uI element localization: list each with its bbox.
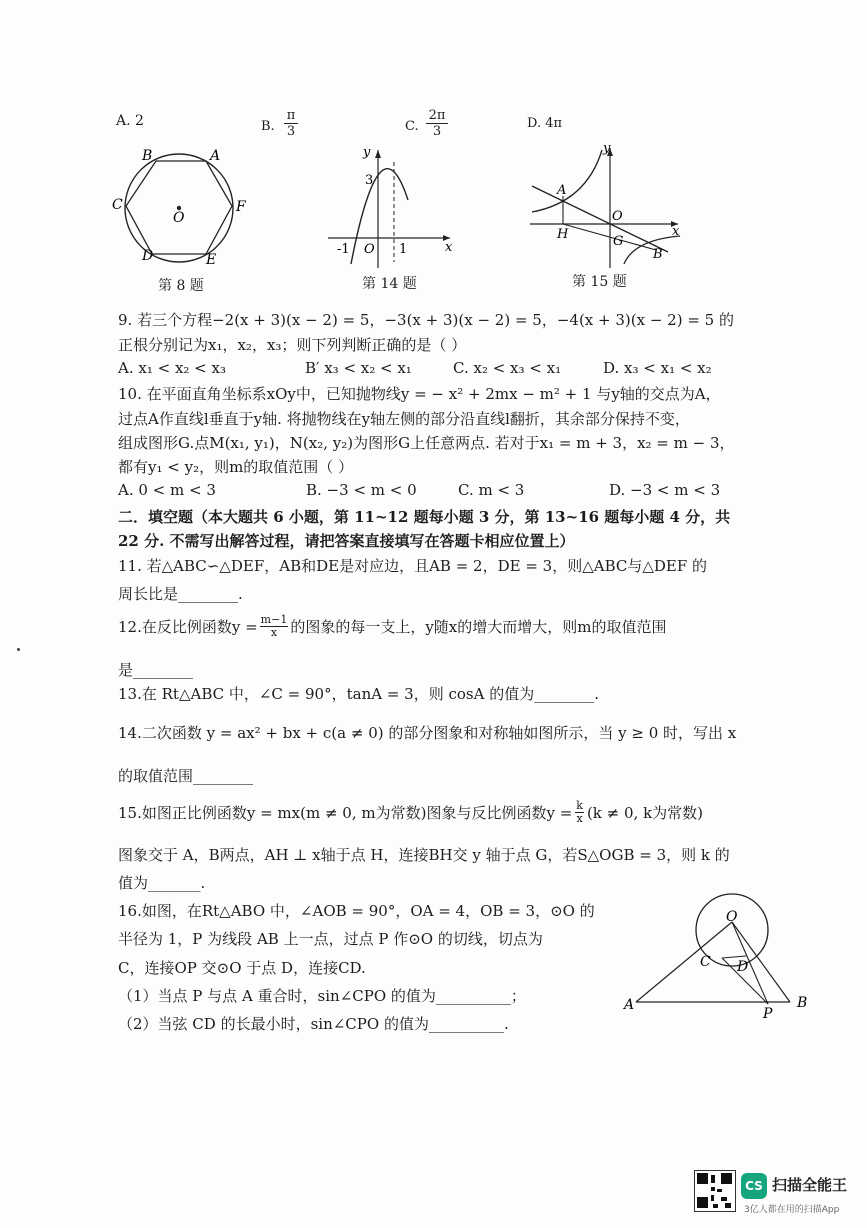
q12-line-1 <box>118 614 667 639</box>
q10-option-a: A. 0 < m < 3 <box>118 481 216 499</box>
label-origin: O <box>364 242 375 257</box>
section-2-heading-line-2: 22 分. 不需写出解答过程，请把答案直接填写在答题卡相应位置上） <box>118 532 575 550</box>
label-o: O <box>173 210 185 226</box>
q12-line-2: 是________ <box>118 661 194 679</box>
q10-option-c: C. m < 3 <box>458 481 525 499</box>
proportional-line <box>532 186 668 252</box>
section-2-heading-line-1: 二．填空题（本大题共 6 小题，第 11~12 题每小题 3 分，第 13~16 题每小题 4 分，共 <box>118 508 731 526</box>
y-axis-arrow <box>375 150 381 158</box>
label-neg-one: -1 <box>337 242 350 257</box>
q14-line-1: 14.二次函数 y = ax² + bx + c(a ≠ 0) 的部分图象和对称轴如图所示，当 y ≥ 0 时，写出 x <box>118 724 737 742</box>
segment-oa <box>636 922 732 1002</box>
label-b: B <box>797 995 808 1011</box>
figure-8-hexagon-circle <box>108 140 258 270</box>
q12-fraction <box>260 614 289 639</box>
option-c-numerator: 2π <box>426 108 448 124</box>
label-d: D <box>737 959 749 975</box>
figure-8-caption: 第 8 题 <box>158 278 204 294</box>
q9-option-d: D. x₃ < x₁ < x₂ <box>603 359 712 377</box>
q14-line-2: 的取值范围________ <box>118 767 254 785</box>
label-a: A <box>624 997 635 1013</box>
figure-15-caption: 第 15 题 <box>572 274 627 290</box>
option-b-denominator: 3 <box>286 124 296 139</box>
q12-fraction-denominator: x <box>270 626 278 639</box>
q13-line-1: 13.在 Rt△ABC 中，∠C = 90°，tanA = 3，则 cosA 的值为________. <box>118 685 599 703</box>
q10-line-2: 过点A作直线l垂直于y轴. 将抛物线在y轴左侧的部分沿直线l翻折，其余部分保持不变， <box>118 410 690 428</box>
figure-14-caption: 第 14 题 <box>362 276 417 292</box>
label-o: O <box>726 909 738 925</box>
scan-speck <box>17 648 20 651</box>
q12-fraction-numerator: m−1 <box>260 613 288 626</box>
q12-text-pre: 12.在反比例函数y = <box>118 618 258 636</box>
q9-option-c: C. x₂ < x₃ < x₁ <box>453 359 562 377</box>
q9-option-a: A. x₁ < x₂ < x₃ <box>118 359 226 377</box>
q10-line-4: 都有y₁ < y₂，则m的取值范围（ ） <box>118 458 354 476</box>
camscanner-logo: CS <box>741 1173 767 1199</box>
option-b-numerator: π <box>284 108 298 124</box>
label-c: C <box>700 954 711 970</box>
q16-line-3: C，连接OP 交⊙O 于点 D，连接CD. <box>118 959 366 977</box>
q15-text-pre: 15.如图正比例函数y = mx(m ≠ 0, m为常数)图象与反比例函数y = <box>118 804 573 822</box>
label-o: O <box>612 209 623 224</box>
option-c-label-q8: C. <box>405 119 419 134</box>
label-d: D <box>142 248 154 264</box>
q12-text-post: 的图象的每一支上，y随x的增大而增大，则m的取值范围 <box>290 618 667 636</box>
figure-15-hyperbola <box>526 140 686 270</box>
label-f: F <box>236 199 246 215</box>
segment-cd <box>722 956 746 958</box>
label-g: G <box>613 234 624 249</box>
q15-line-1 <box>118 800 703 825</box>
label-one: 1 <box>399 242 408 257</box>
q15-fraction-numerator: k <box>576 799 583 812</box>
option-b-label-q8: B. <box>261 119 275 134</box>
q10-line-1: 10. 在平面直角坐标系xOy中，已知抛物线y = − x² + 2mx − m² + 1 与y轴的交点为A， <box>118 385 721 403</box>
option-d-q8: D. 4π <box>527 116 563 131</box>
q11-line-2: 周长比是________. <box>118 585 243 603</box>
q9-line-1: 9. 若三个方程−2(x + 3)(x − 2) = 5，−3(x + 3)(x − 2) = 5，−4(x + 3)(x − 2) = 5 的 <box>118 311 734 329</box>
q16-part-1: （1）当点 P 与点 A 重合时，sin∠CPO 的值为__________； <box>118 987 526 1005</box>
q15-fraction-denominator: x <box>576 812 583 825</box>
label-y: y <box>363 145 371 160</box>
option-c-denominator: 3 <box>432 124 442 139</box>
qr-code-icon <box>694 1170 736 1212</box>
q10-option-b: B. −3 < m < 0 <box>306 481 417 499</box>
option-b-fraction-q8 <box>284 108 298 139</box>
label-x: x <box>445 240 453 255</box>
figure-16-triangle-circle <box>618 890 818 1025</box>
label-p: P <box>763 1006 773 1022</box>
label-x: x <box>672 224 680 239</box>
q16-line-2: 半径为 1，P 为线段 AB 上一点，过点 P 作⊙O 的切线，切点为 <box>118 930 543 948</box>
hyperbola-branch-right <box>624 236 680 264</box>
label-e: E <box>206 252 217 268</box>
label-h: H <box>557 227 569 242</box>
camscanner-tagline: 3亿人都在用的扫描App <box>744 1205 840 1215</box>
q15-fraction <box>575 800 584 825</box>
figure-14-parabola <box>318 140 458 270</box>
q15-line-2: 图象交于 A，B两点，AH ⊥ x轴于点 H，连接BH交 y 轴于点 G，若S△OGB = 3，则 k 的 <box>118 846 730 864</box>
label-three: 3 <box>365 173 374 188</box>
q10-option-d: D. −3 < m < 3 <box>609 481 721 499</box>
label-a: A <box>210 148 221 164</box>
q16-line-1: 16.如图，在Rt△ABO 中，∠AOB = 90°，OA = 4，OB = 3，⊙O 的 <box>118 902 595 920</box>
q11-line-1: 11. 若△ABC∽△DEF，AB和DE是对应边，且AB = 2，DE = 3，则△ABC与△DEF 的 <box>118 557 708 575</box>
label-c: C <box>112 197 123 213</box>
label-a: A <box>557 183 567 198</box>
q9-option-b: B′ x₃ < x₂ < x₁ <box>305 359 412 377</box>
q15-text-post: (k ≠ 0, k为常数) <box>586 804 704 822</box>
label-b: B <box>653 247 663 262</box>
option-a-q8: A. 2 <box>116 113 144 129</box>
camscanner-brand-name: 扫描全能王 <box>772 1176 848 1194</box>
q10-line-3: 组成图形G.点M(x₁, y₁)，N(x₂, y₂)为图形G上任意两点. 若对于x₁ = m + 3，x₂ = m − 3， <box>118 434 735 452</box>
label-b: B <box>142 148 153 164</box>
label-y: y <box>603 141 611 156</box>
q15-line-3: 值为_______. <box>118 874 206 892</box>
option-c-fraction-q8 <box>426 108 448 139</box>
q16-part-2: （2）当弦 CD 的长最小时，sin∠CPO 的值为__________. <box>118 1015 509 1033</box>
q9-line-2: 正根分别记为x₁，x₂，x₃；则下列判断正确的是（ ） <box>118 336 467 354</box>
